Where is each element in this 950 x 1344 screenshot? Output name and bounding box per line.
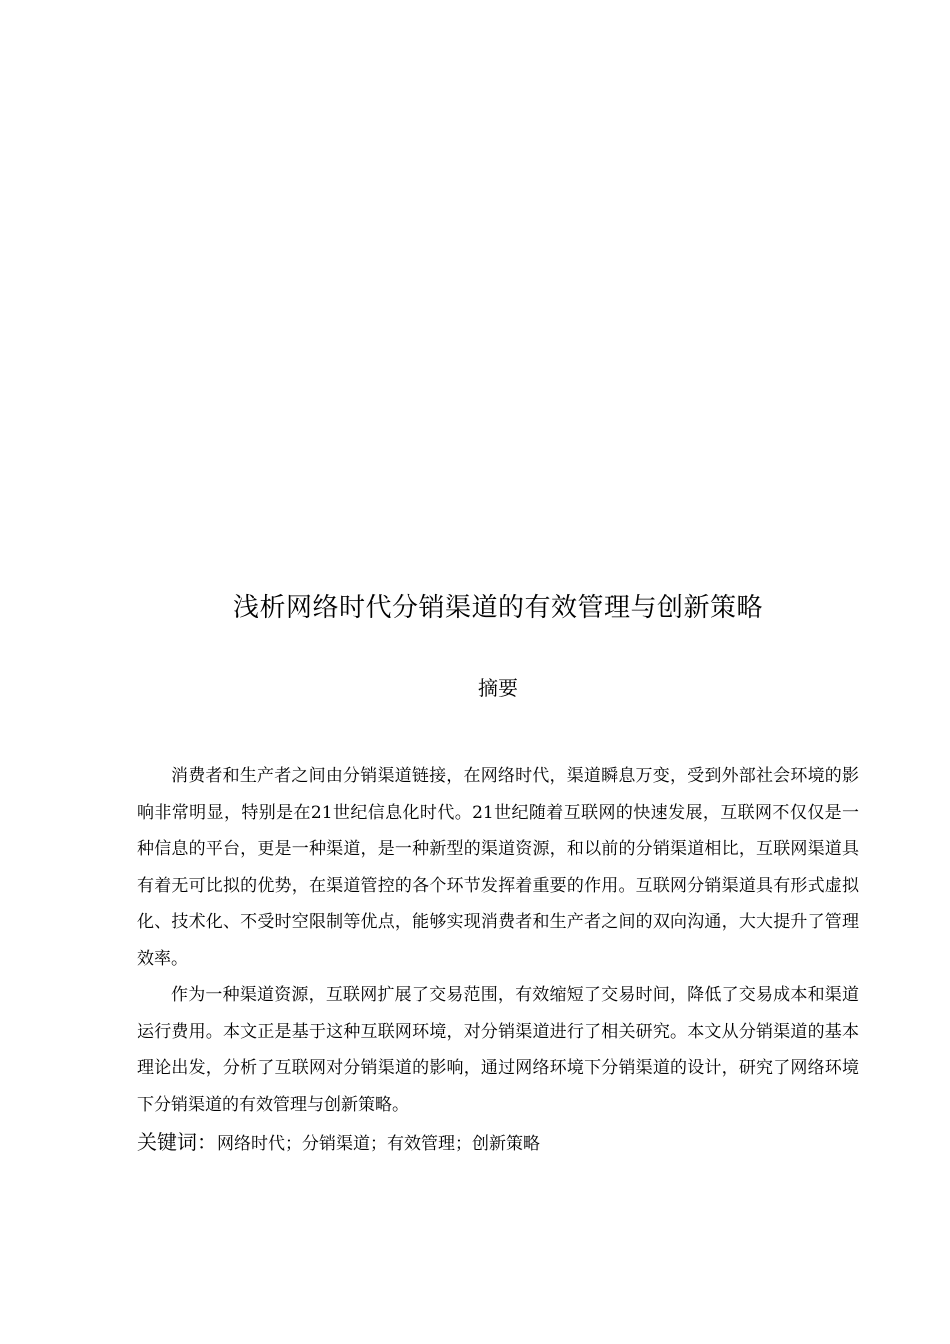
keywords-label: 关键词： — [137, 1130, 217, 1154]
abstract-paragraph-1: 消费者和生产者之间由分销渠道链接，在网络时代，渠道瞬息万变，受到外部社会环境的影响非常明显，特别是在21世纪信息化时代。21世纪随着互联网的快速发展，互联网不仅仅是一种信息的平台，更是一种渠道，是一种新型的渠道资源，和以前的分销渠道相比，互联网渠道具有着无可比拟的优势，在渠道管控的各个环节发挥着重要的作用。互联网分销渠道具有形式虚拟化、技术化、不受时空限制等优点，能够实现消费者和生产者之间的双向沟通，大大提升了管理效率。 — [137, 766, 859, 969]
keywords-text: 网络时代；分销渠道；有效管理；创新策略 — [217, 1134, 540, 1154]
keywords-line — [137, 1126, 859, 1160]
abstract-paragraph-2: 作为一种渠道资源，互联网扩展了交易范围，有效缩短了交易时间，降低了交易成本和渠道运行费用。本文正是基于这种互联网环境，对分销渠道进行了相关研究。本文从分销渠道的基本理论出发，分析了互联网对分销渠道的影响，通过网络环境下分销渠道的设计，研究了网络环境下分销渠道的有效管理与创新策略。 — [137, 985, 859, 1115]
document-title: 浅析网络时代分销渠道的有效管理与创新策略 — [232, 593, 763, 623]
abstract-heading: 摘要 — [478, 676, 518, 700]
abstract-body — [137, 758, 859, 1123]
